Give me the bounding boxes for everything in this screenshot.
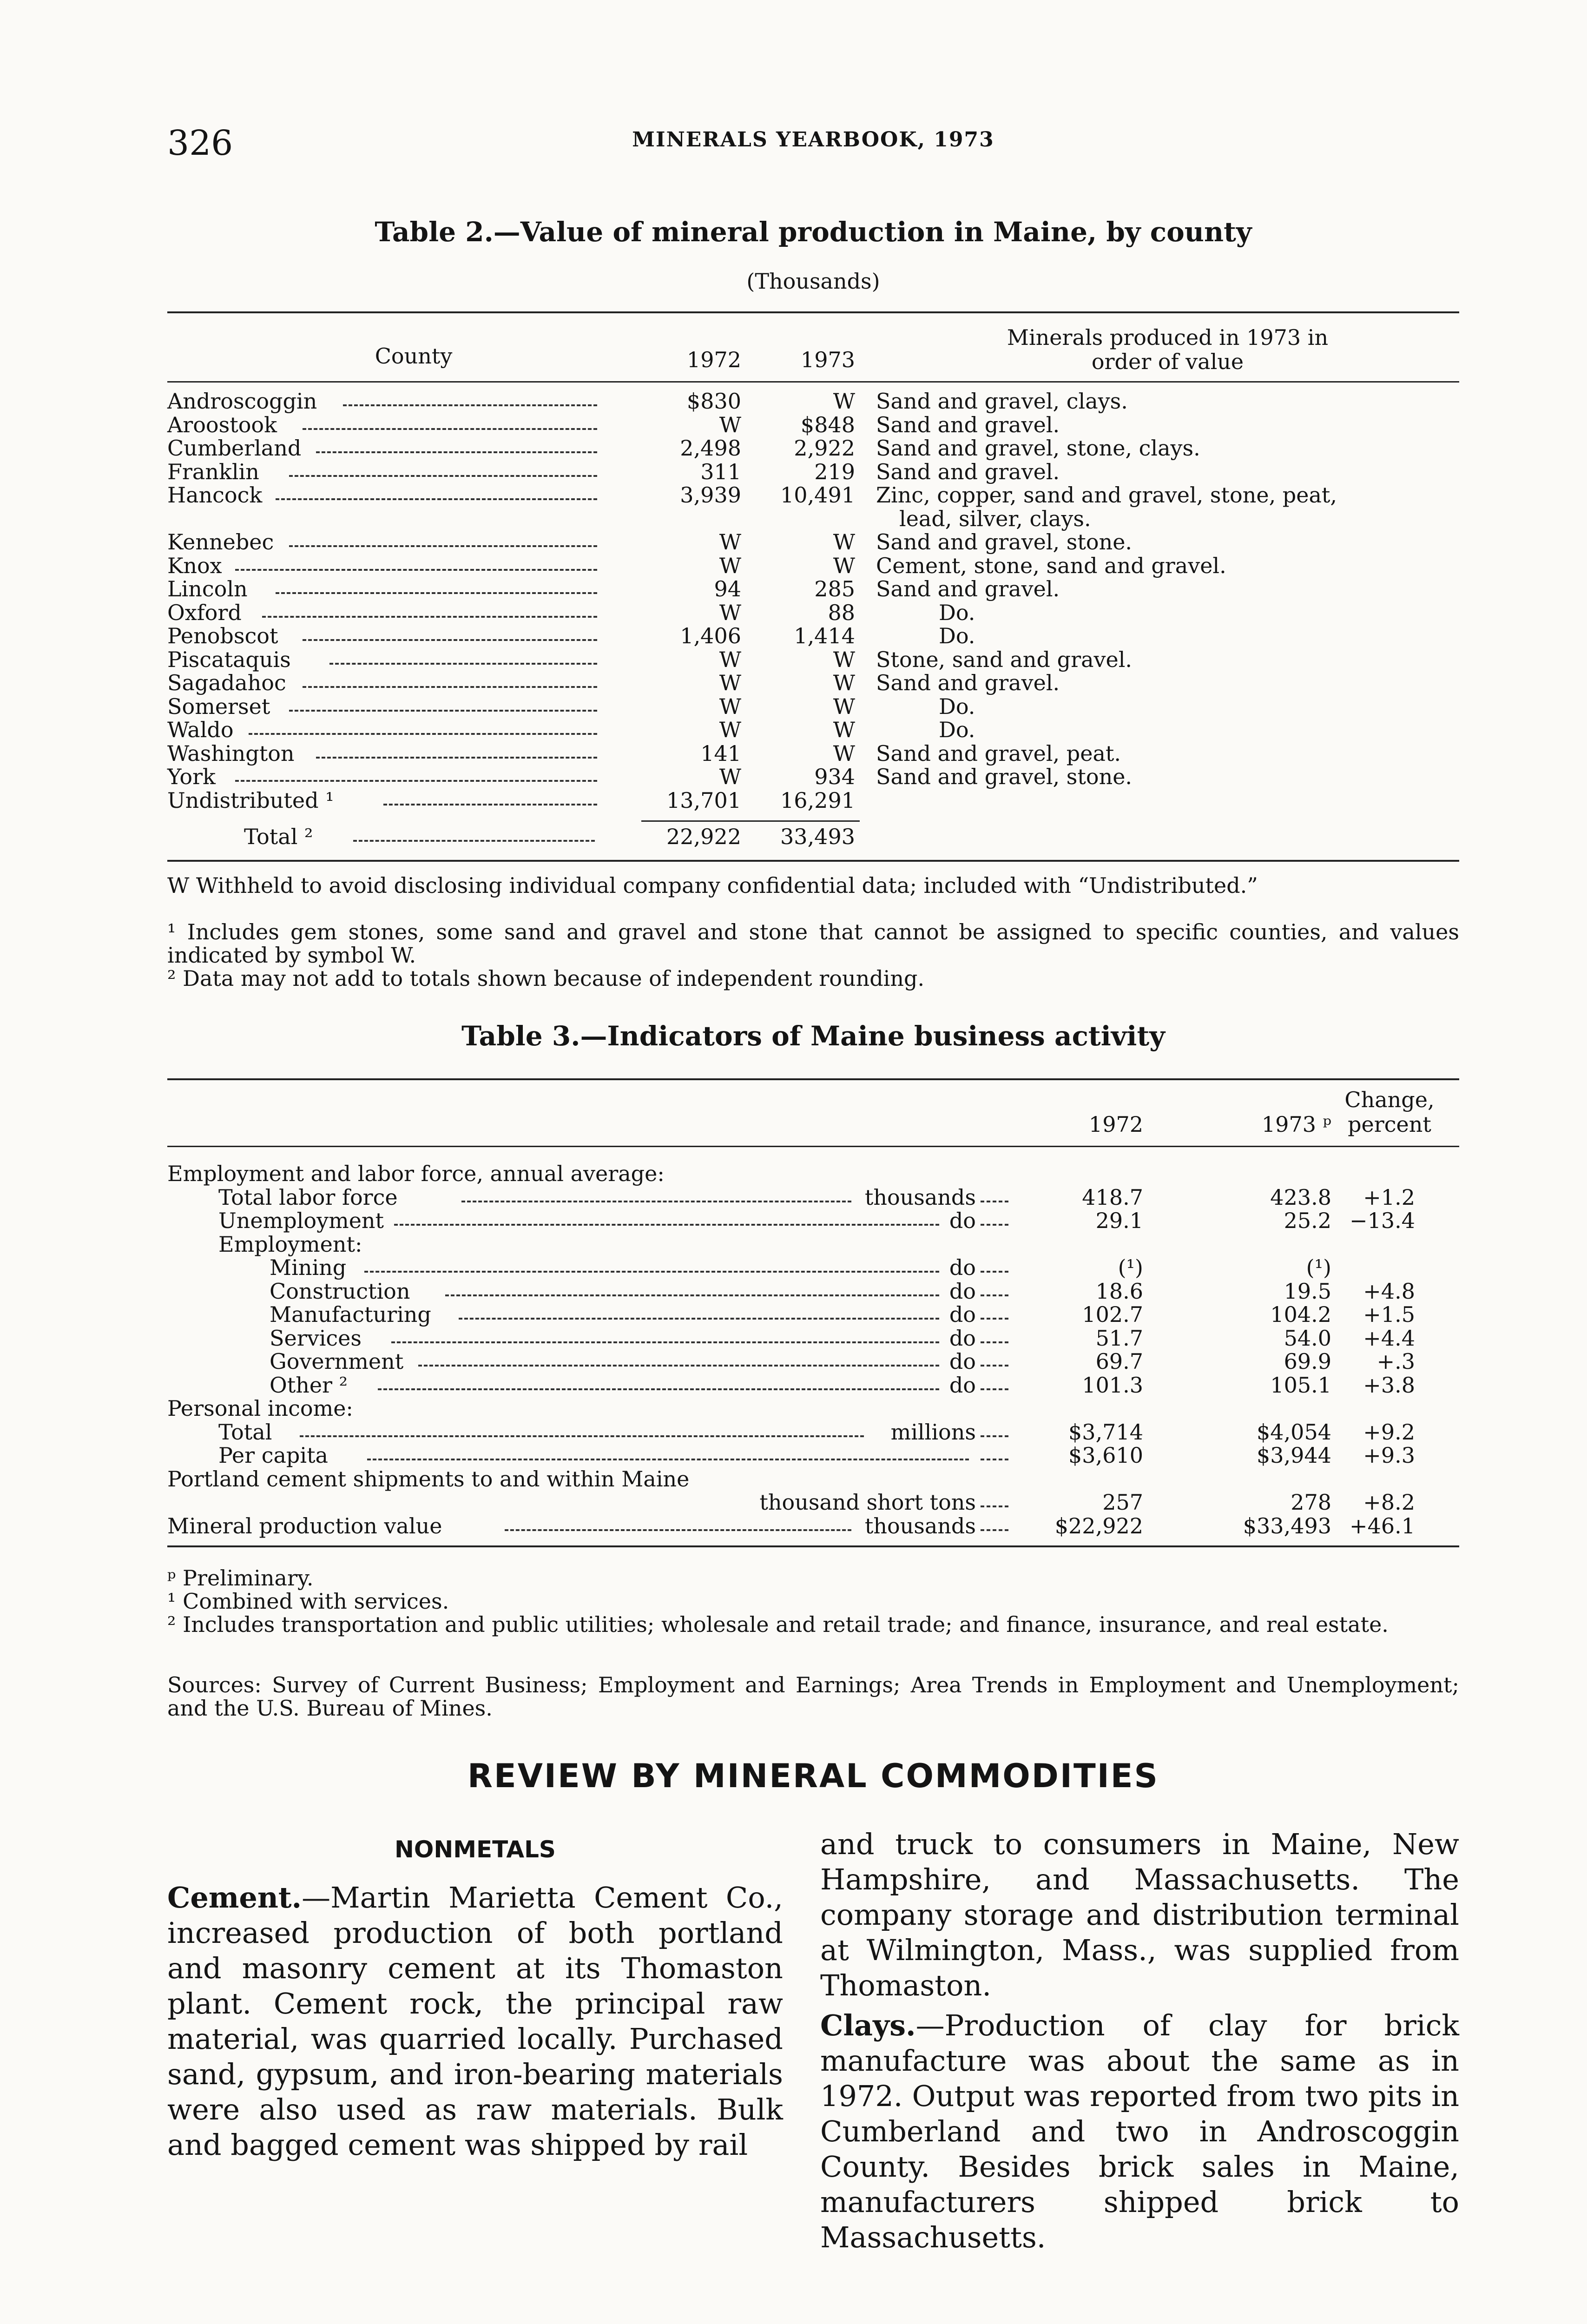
minerals-produced: Do. bbox=[939, 717, 975, 742]
value-1973: (¹) bbox=[1306, 1255, 1331, 1280]
leader-dots bbox=[316, 752, 597, 759]
table2-row bbox=[0, 577, 1587, 601]
minerals-produced: Sand and gravel. bbox=[876, 412, 1060, 437]
col-1973p: 1973 ᵖ bbox=[1261, 1112, 1331, 1137]
change-percent: +8.2 bbox=[1363, 1490, 1415, 1515]
leader-dots bbox=[981, 1219, 1008, 1226]
total-1972: 22,922 bbox=[666, 824, 741, 849]
indicator-unit: do bbox=[949, 1208, 976, 1233]
value-1973: 69.9 bbox=[1284, 1349, 1331, 1374]
table2-row bbox=[0, 671, 1587, 694]
clays-paragraph bbox=[820, 2008, 1459, 2255]
minerals-produced: lead, silver, clays. bbox=[899, 506, 1091, 531]
minerals-produced: Sand and gravel, stone. bbox=[876, 764, 1133, 789]
value-1972: 69.7 bbox=[1095, 1349, 1143, 1374]
table2-total-row bbox=[0, 825, 1587, 848]
leader-dots bbox=[981, 1360, 1008, 1367]
value-1972: 101.3 bbox=[1082, 1372, 1143, 1398]
table3-row bbox=[0, 1280, 1587, 1303]
value-1973: $3,944 bbox=[1257, 1443, 1331, 1468]
indicator-unit: thousands bbox=[864, 1184, 976, 1210]
leader-dots bbox=[276, 494, 597, 500]
value-1972: 2,498 bbox=[680, 436, 741, 461]
running-head bbox=[167, 123, 1459, 163]
journal-title: MINERALS YEARBOOK, 1973 bbox=[632, 128, 994, 152]
table3-row bbox=[0, 1444, 1587, 1467]
indicator-label: Government bbox=[270, 1349, 404, 1374]
value-1972: W bbox=[719, 553, 741, 578]
value-1973: 104.2 bbox=[1270, 1302, 1331, 1327]
indicator-label: Employment: bbox=[218, 1231, 362, 1257]
county-name: Aroostook bbox=[167, 412, 277, 437]
col-1972: 1972 bbox=[1088, 1112, 1143, 1137]
section-heading: REVIEW BY MINERAL COMMODITIES bbox=[468, 1757, 1159, 1795]
table2-note-w: W Withheld to avoid disclosing individual company confidential data; included with “Undistributed.” bbox=[167, 873, 1258, 898]
col-change-line2: percent bbox=[1348, 1112, 1431, 1137]
value-1972: W bbox=[719, 693, 741, 719]
clays-title: Clays. bbox=[820, 2008, 916, 2042]
value-1973: 19.5 bbox=[1284, 1278, 1331, 1304]
minerals-produced: Do. bbox=[939, 693, 975, 719]
leader-dots bbox=[289, 705, 597, 712]
minerals-produced: Sand and gravel. bbox=[876, 576, 1060, 601]
total-1973: 33,493 bbox=[780, 824, 855, 849]
value-1972: $22,922 bbox=[1054, 1513, 1143, 1538]
indicator-label: Personal income: bbox=[167, 1396, 353, 1421]
value-1972: 1,406 bbox=[680, 623, 741, 648]
value-1972: 257 bbox=[1102, 1490, 1143, 1515]
value-1973: 423.8 bbox=[1270, 1184, 1331, 1210]
leader-dots bbox=[289, 470, 597, 477]
value-1972: W bbox=[719, 412, 741, 437]
leader-dots bbox=[383, 799, 597, 805]
table2-row bbox=[0, 460, 1587, 483]
value-1972: 3,939 bbox=[680, 482, 741, 508]
total-label: Total ² bbox=[244, 824, 313, 849]
indicator-label: Construction bbox=[270, 1278, 410, 1304]
table2-note-2: ² Data may not add to totals shown because of independent rounding. bbox=[167, 966, 925, 991]
table3-row bbox=[0, 1350, 1587, 1373]
value-1973: W bbox=[833, 693, 855, 719]
value-1973: 10,491 bbox=[780, 482, 855, 508]
cement-title: Cement. bbox=[167, 1881, 302, 1915]
minerals-produced: Do. bbox=[939, 623, 975, 648]
minerals-produced: Stone, sand and gravel. bbox=[876, 647, 1133, 672]
section-subheading: NONMETALS bbox=[395, 1836, 556, 1863]
leader-dots bbox=[981, 1196, 1008, 1202]
county-name: Somerset bbox=[167, 693, 270, 719]
leader-dots bbox=[981, 1290, 1008, 1296]
value-1972: $3,714 bbox=[1068, 1419, 1143, 1445]
leader-dots bbox=[391, 1337, 939, 1343]
leader-dots bbox=[235, 775, 597, 782]
value-1973: $4,054 bbox=[1257, 1419, 1331, 1445]
indicator-label: Mineral production value bbox=[167, 1513, 442, 1538]
table3-caption: Table 3.—Indicators of Maine business activity bbox=[461, 1020, 1165, 1052]
value-1973: 2,922 bbox=[794, 436, 855, 461]
value-1972: W bbox=[719, 717, 741, 742]
table2-row bbox=[0, 624, 1587, 647]
county-name: Oxford bbox=[167, 600, 242, 625]
table3-row bbox=[0, 1327, 1587, 1350]
indicator-label: Mining bbox=[270, 1255, 347, 1280]
table2-row bbox=[0, 648, 1587, 671]
col-minerals-line1: Minerals produced in 1973 in bbox=[1007, 325, 1329, 350]
leader-dots bbox=[303, 634, 597, 641]
value-1972: 102.7 bbox=[1082, 1302, 1143, 1327]
leader-dots bbox=[289, 541, 597, 547]
table3-note-1: ¹ Combined with services. bbox=[167, 1589, 449, 1614]
leader-dots bbox=[981, 1454, 1008, 1460]
table3-note-2: ² Includes transportation and public utilities; wholesale and retail trade; and finance, insurance, and real estate. bbox=[167, 1612, 1389, 1637]
leader-dots bbox=[249, 728, 597, 735]
value-1972: 29.1 bbox=[1095, 1208, 1143, 1233]
leader-dots bbox=[981, 1313, 1008, 1320]
table2-row bbox=[0, 530, 1587, 554]
value-1973: W bbox=[833, 553, 855, 578]
county-name: Waldo bbox=[167, 717, 234, 742]
minerals-produced: Sand and gravel. bbox=[876, 670, 1060, 695]
col-minerals-line2: order of value bbox=[1091, 349, 1244, 374]
leader-dots bbox=[981, 1337, 1008, 1343]
minerals-produced: Sand and gravel, stone, clays. bbox=[876, 436, 1200, 461]
table3-note-p: ᵖ Preliminary. bbox=[167, 1565, 314, 1591]
table3-row bbox=[0, 1514, 1587, 1538]
change-percent: +4.8 bbox=[1363, 1278, 1415, 1304]
table2-note-1: ¹ Includes gem stones, some sand and gravel and stone that cannot be assigned to specific counties, and values indicated by symbol W. bbox=[167, 919, 1459, 968]
indicator-unit: do bbox=[949, 1372, 976, 1398]
county-name: Penobscot bbox=[167, 623, 278, 648]
leader-dots bbox=[418, 1360, 939, 1367]
indicator-unit: do bbox=[949, 1325, 976, 1351]
value-1972: W bbox=[719, 647, 741, 672]
minerals-produced: Sand and gravel. bbox=[876, 459, 1060, 484]
value-1973: 25.2 bbox=[1284, 1208, 1331, 1233]
value-1972: $830 bbox=[686, 389, 741, 414]
table3-header-rule bbox=[167, 1146, 1459, 1147]
minerals-produced: Cement, stone, sand and gravel. bbox=[876, 553, 1226, 578]
indicator-unit: thousand short tons bbox=[759, 1490, 976, 1515]
table2-bottom-rule bbox=[167, 860, 1459, 862]
leader-dots bbox=[378, 1384, 939, 1390]
indicator-label: Total labor force bbox=[218, 1184, 398, 1210]
table2-header-rule bbox=[167, 381, 1459, 383]
county-name: Washington bbox=[167, 740, 295, 766]
value-1973: W bbox=[833, 717, 855, 742]
minerals-produced: Zinc, copper, sand and gravel, stone, peat, bbox=[876, 482, 1337, 508]
table3-row bbox=[0, 1162, 1587, 1185]
table2-row bbox=[0, 413, 1587, 436]
table3-row bbox=[0, 1467, 1587, 1491]
leader-dots bbox=[981, 1525, 1008, 1531]
col-change-line1: Change, bbox=[1344, 1087, 1435, 1112]
table2-row bbox=[0, 601, 1587, 624]
value-1973: W bbox=[833, 740, 855, 766]
change-percent: +9.2 bbox=[1363, 1419, 1415, 1445]
county-name: Knox bbox=[167, 553, 222, 578]
value-1973: 88 bbox=[828, 600, 855, 625]
table3-row bbox=[0, 1397, 1587, 1420]
value-1972: W bbox=[719, 764, 741, 789]
table2-top-rule bbox=[167, 311, 1459, 313]
change-percent: +3.8 bbox=[1363, 1372, 1415, 1398]
value-1973: W bbox=[833, 529, 855, 555]
value-1973: W bbox=[833, 670, 855, 695]
value-1972: 418.7 bbox=[1082, 1184, 1143, 1210]
value-1973: $33,493 bbox=[1243, 1513, 1331, 1538]
value-1973: 54.0 bbox=[1284, 1325, 1331, 1351]
leader-dots bbox=[445, 1290, 939, 1296]
table2-row bbox=[0, 390, 1587, 413]
value-1973: 285 bbox=[814, 576, 855, 601]
table2-row bbox=[0, 789, 1587, 812]
leader-dots bbox=[981, 1431, 1008, 1437]
indicator-label: Manufacturing bbox=[270, 1302, 431, 1327]
county-name: Cumberland bbox=[167, 436, 302, 461]
minerals-produced: Do. bbox=[939, 600, 975, 625]
table2-row bbox=[0, 695, 1587, 718]
value-1973: 105.1 bbox=[1270, 1372, 1331, 1398]
table3-row bbox=[0, 1256, 1587, 1279]
leader-dots bbox=[276, 588, 597, 594]
page-number: 326 bbox=[167, 123, 233, 163]
minerals-produced: Sand and gravel, peat. bbox=[876, 740, 1121, 766]
value-1973: W bbox=[833, 389, 855, 414]
minerals-produced: Sand and gravel, stone. bbox=[876, 529, 1133, 555]
clays-text: —Production of clay for brick manufacture was about the same as in 1972. Output was reported from two pits in Cumberland and two in Androscoggin County. Besides brick sales in Maine, manufacturers shipped brick to Massachusetts. bbox=[820, 2008, 1459, 2254]
table3-row bbox=[0, 1303, 1587, 1326]
value-1973: $848 bbox=[800, 412, 855, 437]
table3-row bbox=[0, 1373, 1587, 1397]
leader-dots bbox=[343, 400, 597, 406]
value-1973: 1,414 bbox=[794, 623, 855, 648]
county-name: Undistributed ¹ bbox=[167, 787, 334, 813]
value-1972: $3,610 bbox=[1068, 1443, 1143, 1468]
leader-dots bbox=[329, 658, 597, 665]
cement-paragraph bbox=[167, 1880, 783, 2163]
col-county: County bbox=[375, 343, 453, 369]
value-1972: 13,701 bbox=[666, 787, 741, 813]
table3-row bbox=[0, 1491, 1587, 1514]
county-name: Sagadahoc bbox=[167, 670, 286, 695]
leader-dots bbox=[303, 423, 597, 430]
county-name: Piscataquis bbox=[167, 647, 291, 672]
county-name: Kennebec bbox=[167, 529, 274, 555]
table2-row bbox=[0, 436, 1587, 460]
county-name: Franklin bbox=[167, 459, 259, 484]
value-1973: W bbox=[833, 647, 855, 672]
table2-row bbox=[0, 554, 1587, 577]
county-name: Lincoln bbox=[167, 576, 248, 601]
indicator-label: Employment and labor force, annual average: bbox=[167, 1161, 665, 1186]
cement-text: —Martin Marietta Cement Co., increased production of both portland and masonry cement at its Thomaston plant. Cement rock, the principal raw material, was quarried locally. Purchased sand, gypsum, and iron-bearing materials were also used as raw materials. Bulk and bagged cement was shipped by rail bbox=[167, 1881, 783, 2162]
table2-row bbox=[0, 765, 1587, 788]
county-name: Androscoggin bbox=[167, 389, 317, 414]
table2-row bbox=[0, 507, 1587, 530]
cement-paragraph-continued: and truck to consumers in Maine, New Hampshire, and Massachusetts. The company storage and distribution terminal at Wilmington, Mass., was supplied from Thomaston. bbox=[820, 1827, 1459, 2002]
indicator-label: Unemployment bbox=[218, 1208, 384, 1233]
leader-dots bbox=[367, 1454, 969, 1460]
leader-dots bbox=[461, 1196, 851, 1202]
leader-dots bbox=[353, 835, 595, 842]
leader-dots bbox=[459, 1313, 939, 1320]
leader-dots bbox=[303, 681, 597, 688]
table3-bottom-rule bbox=[167, 1545, 1459, 1547]
indicator-unit: thousands bbox=[864, 1513, 976, 1538]
table2-caption: Table 2.—Value of mineral production in Maine, by county bbox=[375, 216, 1252, 248]
value-1973: 219 bbox=[814, 459, 855, 484]
indicator-unit: millions bbox=[890, 1419, 976, 1445]
indicator-unit: do bbox=[949, 1302, 976, 1327]
county-name: Hancock bbox=[167, 482, 263, 508]
table2-unit: (Thousands) bbox=[746, 269, 880, 294]
change-percent: +4.4 bbox=[1363, 1325, 1415, 1351]
change-percent: +1.5 bbox=[1363, 1302, 1415, 1327]
value-1972: 94 bbox=[714, 576, 741, 601]
col-1973: 1973 bbox=[800, 347, 855, 372]
value-1972: W bbox=[719, 600, 741, 625]
leader-dots bbox=[981, 1501, 1008, 1507]
change-percent: +9.3 bbox=[1363, 1443, 1415, 1468]
leader-dots bbox=[235, 564, 597, 571]
value-1973: 934 bbox=[814, 764, 855, 789]
indicator-unit: do bbox=[949, 1278, 976, 1304]
value-1972: W bbox=[719, 670, 741, 695]
table3-row bbox=[0, 1233, 1587, 1256]
indicator-label: Services bbox=[270, 1325, 362, 1351]
table2-row bbox=[0, 718, 1587, 741]
table2-total-rule bbox=[641, 820, 860, 822]
table2-row bbox=[0, 742, 1587, 765]
leader-dots bbox=[981, 1266, 1008, 1273]
value-1972: 311 bbox=[700, 459, 741, 484]
indicator-label: Total bbox=[218, 1419, 272, 1445]
col-1972: 1972 bbox=[686, 347, 741, 372]
leader-dots bbox=[364, 1266, 939, 1273]
change-percent: +.3 bbox=[1376, 1349, 1415, 1374]
indicator-unit: do bbox=[949, 1255, 976, 1280]
value-1972: 51.7 bbox=[1095, 1325, 1143, 1351]
change-percent: +46.1 bbox=[1350, 1513, 1415, 1538]
minerals-produced: Sand and gravel, clays. bbox=[876, 389, 1128, 414]
change-percent: +1.2 bbox=[1363, 1184, 1415, 1210]
value-1972: 18.6 bbox=[1095, 1278, 1143, 1304]
table3-sources: Sources: Survey of Current Business; Employment and Earnings; Area Trends in Employment and Unemployment; and the U.S. Bureau of Mines. bbox=[167, 1672, 1459, 1721]
change-percent: −13.4 bbox=[1350, 1208, 1415, 1233]
leader-dots bbox=[300, 1431, 864, 1437]
county-name: York bbox=[167, 764, 216, 789]
table3-row bbox=[0, 1186, 1587, 1209]
value-1973: 16,291 bbox=[780, 787, 855, 813]
indicator-label: Per capita bbox=[218, 1443, 328, 1468]
value-1972: (¹) bbox=[1118, 1255, 1143, 1280]
table3-row bbox=[0, 1420, 1587, 1444]
value-1973: 278 bbox=[1291, 1490, 1331, 1515]
leader-dots bbox=[505, 1525, 851, 1531]
leader-dots bbox=[316, 447, 597, 453]
indicator-unit: do bbox=[949, 1349, 976, 1374]
table3-top-rule bbox=[167, 1078, 1459, 1080]
indicator-label: Other ² bbox=[270, 1372, 348, 1398]
leader-dots bbox=[981, 1384, 1008, 1390]
value-1972: W bbox=[719, 529, 741, 555]
table3-row bbox=[0, 1209, 1587, 1232]
leader-dots bbox=[394, 1219, 939, 1226]
table2-row bbox=[0, 483, 1587, 507]
indicator-label: Portland cement shipments to and within Maine bbox=[167, 1466, 690, 1492]
value-1972: 141 bbox=[700, 740, 741, 766]
leader-dots bbox=[262, 611, 597, 618]
